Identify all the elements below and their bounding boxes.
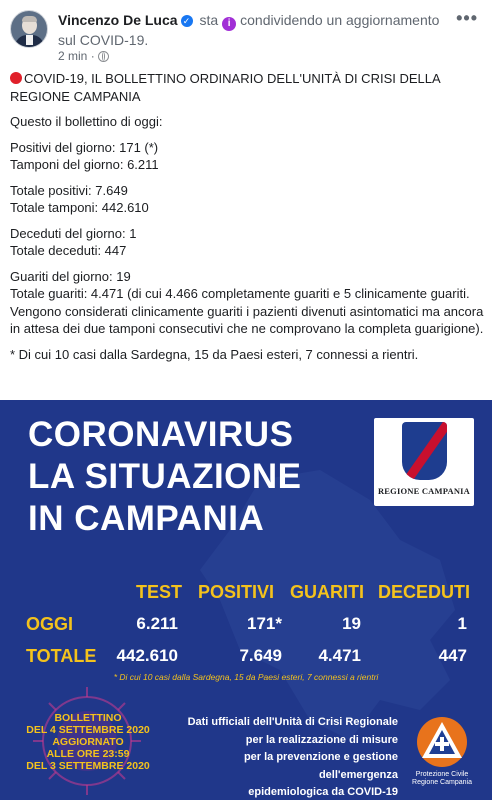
official-line: epidemiologica da COVID-19 xyxy=(248,786,398,798)
post-meta xyxy=(58,49,109,63)
bulletin-line: ALLE ORE 23:59 xyxy=(46,748,130,760)
post-block-deaths xyxy=(10,225,485,260)
author-avatar[interactable] xyxy=(10,10,48,48)
oggi-positivi: 171* xyxy=(247,614,282,633)
infographic-image[interactable] xyxy=(0,400,492,800)
row-head-totale: TOTALE xyxy=(26,646,97,666)
totale-deceduti-cell: 447 xyxy=(438,646,467,665)
post-intro: Questo il bollettino di oggi: xyxy=(10,114,163,129)
verified-badge-icon: ✓ xyxy=(181,15,193,27)
official-line: Dati ufficiali dell'Unità di Crisi Regionale xyxy=(187,716,398,728)
protezione-civile-label: Protezione Civile Regione Campania xyxy=(412,771,472,786)
col-head-test: TEST xyxy=(136,582,183,602)
col-head-deceduti: DECEDUTI xyxy=(378,582,471,602)
guariti-giorno: Guariti del giorno: 19 xyxy=(10,268,131,284)
totale-positivi: Totale positivi: 7.649 xyxy=(10,182,128,198)
official-line: per la prevenzione e gestione dell'emergenza xyxy=(243,751,398,781)
author-name[interactable]: Vincenzo De Luca xyxy=(58,12,178,28)
infographic-note: * Di cui 10 casi dalla Sardegna, 15 da Paesi esteri, 7 connessi a rientri xyxy=(113,672,379,682)
col-head-guariti: GUARITI xyxy=(290,582,364,602)
totale-guariti-cell: 4.471 xyxy=(318,646,361,665)
globe-icon[interactable] xyxy=(98,51,109,62)
title-line-3: IN CAMPANIA xyxy=(28,499,265,538)
post-block-recovered xyxy=(10,268,485,338)
activity-verb: sta xyxy=(199,12,219,28)
regione-campania-emblem xyxy=(374,418,474,506)
more-options-icon[interactable]: ••• xyxy=(456,8,478,28)
post-time[interactable]: 2 min xyxy=(58,49,88,63)
bulletin-line: BOLLETTINO xyxy=(54,712,122,724)
oggi-deceduti: 1 xyxy=(457,614,467,633)
bulletin-line: DEL 4 SETTEMBRE 2020 xyxy=(26,724,150,736)
row-head-oggi: OGGI xyxy=(26,614,74,634)
totale-positivi-cell: 7.649 xyxy=(239,646,282,665)
deceduti-giorno: Deceduti del giorno: 1 xyxy=(10,225,137,241)
emblem-label: REGIONE CAMPANIA xyxy=(377,486,471,496)
post-text xyxy=(10,70,485,371)
positivi-giorno: Positivi del giorno: 171 (*) xyxy=(10,139,159,155)
oggi-test: 6.211 xyxy=(136,614,178,633)
author-line xyxy=(58,11,458,49)
shield-icon xyxy=(402,422,447,480)
totale-test: 442.610 xyxy=(116,646,178,665)
post-block-totals xyxy=(10,182,485,217)
totale-deceduti: Totale deceduti: 447 xyxy=(10,243,127,258)
title-line-1: CORONAVIRUS xyxy=(28,415,294,454)
official-data-note xyxy=(178,714,398,800)
totale-tamponi: Totale tamponi: 442.610 xyxy=(10,200,149,215)
protezione-civile-logo-icon xyxy=(416,715,468,769)
post-header xyxy=(0,0,492,63)
activity-text[interactable]: condividendo un aggiornamento sul COVID-19. xyxy=(58,12,440,48)
post-footnote: * Di cui 10 casi dalla Sardegna, 15 da Paesi esteri, 7 connessi a rientri. xyxy=(10,346,419,362)
bulletin-date-block xyxy=(22,712,154,772)
bulletin-line: AGGIORNATO xyxy=(52,736,124,748)
oggi-guariti: 19 xyxy=(342,614,361,633)
post-headline: COVID-19, IL BOLLETTINO ORDINARIO DELL'UNITÀ DI CRISI DELLA REGIONE CAMPANIA xyxy=(10,71,440,104)
activity-icon: i xyxy=(222,17,236,31)
red-circle-icon xyxy=(10,72,22,84)
post-block-daily xyxy=(10,139,485,174)
tamponi-giorno: Tamponi del giorno: 6.211 xyxy=(10,157,159,172)
meta-separator: · xyxy=(90,49,95,63)
totale-guariti: Totale guariti: 4.471 (di cui 4.466 completamente guariti e 5 clinicamente guariti. Vengono considerati clinicamente guariti i pazienti divenuti asintomatici ma ancora in attesa dei due tamponi consecutivi che ne comprovano la completa guarigione). xyxy=(10,286,484,336)
title-line-2: LA SITUAZIONE xyxy=(28,457,302,496)
bulletin-line: DEL 3 SETTEMBRE 2020 xyxy=(26,760,150,772)
col-head-positivi: POSITIVI xyxy=(198,582,275,602)
official-line: per la realizzazione di misure xyxy=(245,733,398,746)
